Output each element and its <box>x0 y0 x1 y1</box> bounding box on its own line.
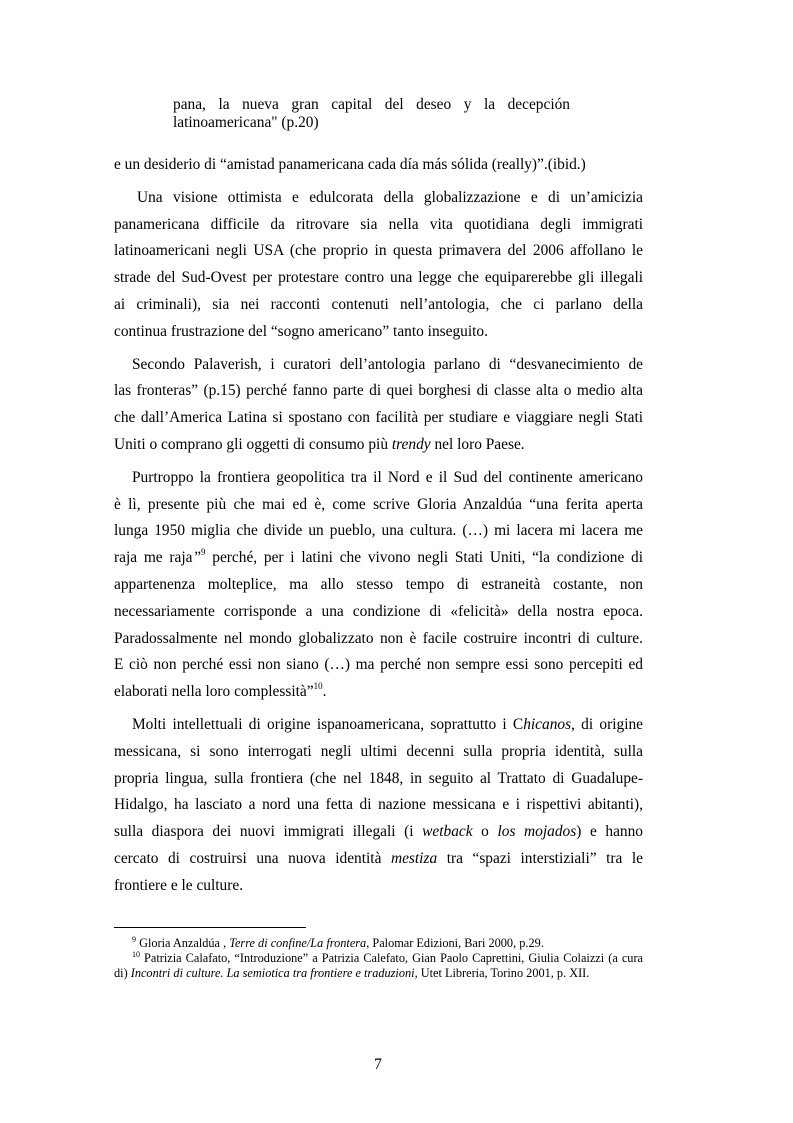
text-line <box>114 846 643 873</box>
text-line: Hidalgo, ha lasciato a nord una fetta di nazione messicana e i rispettivi abitanti), <box>114 796 643 814</box>
text-line: è lì, presente più che mai ed è, come scrive Gloria Anzaldúa “una ferita aperta <box>114 495 643 513</box>
text-line: latinoamericani negli USA (che proprio in questa primavera del 2006 affollano le <box>114 242 643 260</box>
text-line: e un desiderio di “amistad panamericana cada día más sólida (really)”.(ibid.) <box>114 156 586 173</box>
footnote-separator <box>114 927 306 928</box>
text-run: raja me raja <box>114 549 193 567</box>
text-run: tra “spazi interstiziali” tra le <box>437 849 643 867</box>
text-line: continua frustrazione del “sogno americano” tanto inseguito. <box>114 322 488 340</box>
quote-line: pana, la nueva gran capital del deseo y la decepción <box>173 96 570 113</box>
footnote-text: Gloria Anzaldúa , <box>136 936 230 950</box>
footnote-ref-10[interactable]: 10 <box>313 681 323 692</box>
text-line: Una visione ottimista e edulcorata della globalizzazione e di un’amicizia <box>137 188 643 206</box>
block-quote <box>173 96 570 132</box>
text-line <box>114 679 643 706</box>
footnote-text: Patrizia Calafato, “Introduzione” a Patrizia Calefato, Gian Paolo Caprettini, Giulia Colaizzi (a cura di) <box>114 951 643 980</box>
footnote-text: Utet Libreria, Torino 2001, p. XII. <box>417 966 590 980</box>
paragraph-3 <box>114 352 643 459</box>
body-text <box>114 152 643 906</box>
text-run: sulla diaspora dei nuovi immigrati illegali (i <box>114 823 423 841</box>
text-line: Paradossalmente nel mondo globalizzato non è facile costruire incontri di culture. <box>114 629 643 647</box>
text-line: Secondo Palaverish, i curatori dell’antologia parlano di “desvanecimiento de <box>132 355 643 373</box>
italic-term: wetback <box>422 823 473 841</box>
text-line: necessariamente corrisponde a una condizione di «felicità» della nostra epoca. <box>114 602 643 620</box>
text-line: strade del Sud-Ovest per protestare contro una legge che equiparerebbe gli illegali <box>114 269 643 287</box>
text-line <box>114 712 643 739</box>
paragraph-1 <box>114 152 643 179</box>
italic-term: trendy <box>391 435 431 453</box>
footnote-9 <box>114 936 643 951</box>
text-line: lunga 1950 miglia che divide un pueblo, una cultura. (…) mi lacera mi lacera me <box>114 522 643 540</box>
text-line: propria lingua, sulla frontiera (che nel 1848, in seguito al Trattato di Guadalupe- <box>114 769 643 787</box>
footnote-number: 10 <box>132 950 140 959</box>
footnote-text: , Palomar Edizioni, Bari 2000, p.29. <box>366 936 544 950</box>
footnote-10 <box>114 951 643 981</box>
text-line: Purtroppo la frontiera geopolitica tra il Nord e il Sud del continente americano <box>132 468 643 486</box>
footnotes <box>114 936 643 981</box>
text-run: ) e hanno <box>576 823 643 841</box>
text-run: nel loro Paese. <box>430 435 525 453</box>
paragraph-4 <box>114 465 643 706</box>
italic-term: mestiza <box>390 849 438 867</box>
italic-term: los mojados <box>497 823 577 841</box>
text-line: frontiere e le culture. <box>114 876 244 894</box>
footnote-ref-9[interactable]: 9 <box>201 547 206 558</box>
text-run: cercato di costruirsi una nuova identità <box>114 849 391 867</box>
text-run: , di origine <box>571 715 643 733</box>
text-line: appartenenza molteplice, ma allo stesso tempo di estraneità costante, non <box>114 575 643 593</box>
text-line <box>114 819 643 846</box>
paragraph-2 <box>114 185 643 346</box>
text-run: Uniti o comprano gli oggetti di consumo più <box>114 435 392 453</box>
text-run: elaborati nella loro complessità” <box>114 683 314 701</box>
paragraph-5 <box>114 712 643 900</box>
quote-line: latinoamericana" (p.20) <box>173 114 319 131</box>
text-run: Molti intellettuali di origine ispanoamericana, soprattutto i C <box>132 715 524 733</box>
footnote-title: Terre di confine/La frontera <box>229 936 367 950</box>
text-line: panamericana difficile da ritrovare sia nella vita quotidiana degli immigrati <box>114 215 643 233</box>
italic-quote: ” <box>192 549 202 567</box>
text-line: messicana, si sono interrogati negli ultimi decenni sulla propria identità, sulla <box>114 742 643 760</box>
page-number: 7 <box>374 1056 382 1073</box>
text-line <box>114 432 643 459</box>
text-line: che dall’America Latina si spostano con facilità per studiare e viaggiare negli Stati <box>114 409 643 427</box>
text-run: o <box>472 823 498 841</box>
footnote-title: Incontri di culture. La semiotica tra frontiere e traduzioni, <box>130 966 418 980</box>
footnote-number: 9 <box>132 935 136 944</box>
text-line: las fronteras” (p.15) perché fanno parte di quei borghesi di classe alta o medio alta <box>114 382 643 400</box>
text-line: E ciò non perché essi non siano (…) ma perché non sempre essi sono percepiti ed <box>114 656 643 674</box>
text-run: perché, per i latini che vivono negli Stati Uniti, “la condizione di <box>205 549 644 567</box>
text-line: ai criminali), sia nei racconti contenuti nell’antologia, che ci parlano della <box>114 295 643 313</box>
text-run: . <box>322 683 327 701</box>
italic-term: hicanos <box>523 715 572 733</box>
text-line <box>114 545 643 572</box>
